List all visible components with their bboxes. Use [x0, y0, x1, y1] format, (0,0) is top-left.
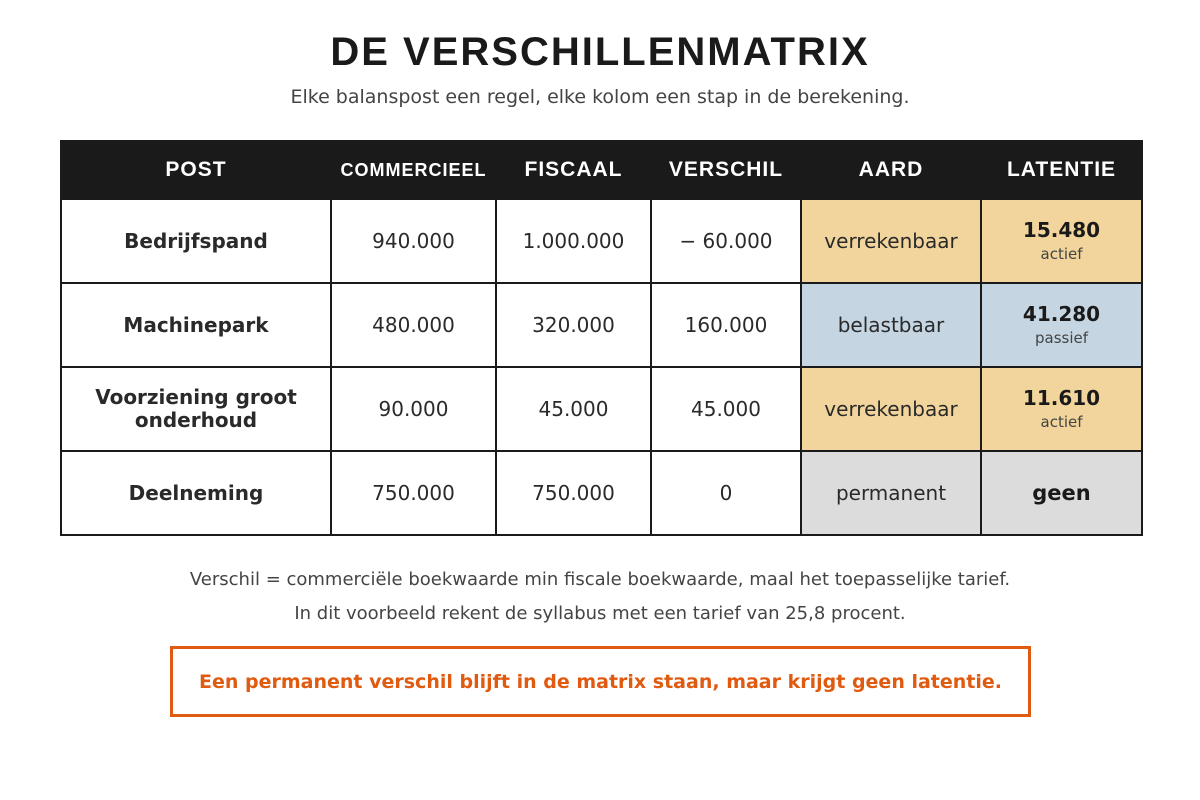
cell-fiscaal: 1.000.000 [496, 199, 651, 283]
cell-aard: verrekenbaar [801, 199, 981, 283]
header-latentie: LATENTIE [981, 141, 1142, 199]
cell-aard: verrekenbaar [801, 367, 981, 451]
latentie-value: geen [1032, 481, 1091, 505]
cell-verschil: 160.000 [651, 283, 801, 367]
latentie-label: actief [1040, 413, 1083, 431]
table-header-row [61, 141, 1142, 199]
cell-commercieel: 480.000 [331, 283, 496, 367]
table-row [61, 199, 1142, 283]
latentie-value: 41.280 [1022, 302, 1101, 326]
cell-commercieel: 90.000 [331, 367, 496, 451]
cell-latentie [981, 451, 1142, 535]
page-title: DE VERSCHILLENMATRIX [330, 30, 870, 74]
table-row [61, 283, 1142, 367]
rate-note: In dit voorbeeld rekent de syllabus met een tarief van 25,8 procent. [294, 603, 906, 624]
latentie-label: passief [1034, 329, 1089, 347]
header-fiscaal: FISCAAL [496, 141, 651, 199]
cell-verschil: 45.000 [651, 367, 801, 451]
cell-latentie [981, 283, 1142, 367]
cell-verschil: 0 [651, 451, 801, 535]
cell-verschil: − 60.000 [651, 199, 801, 283]
latentie-label: actief [1040, 245, 1083, 263]
header-aard: AARD [801, 141, 981, 199]
table-row [61, 451, 1142, 535]
difference-matrix-table [60, 140, 1143, 536]
formula-note: Verschil = commerciële boekwaarde min fiscale boekwaarde, maal het toepasselijke tarief. [189, 569, 1011, 590]
cell-post: Bedrijfspand [61, 199, 331, 283]
cell-fiscaal: 320.000 [496, 283, 651, 367]
permanent-difference-callout [170, 646, 1031, 717]
cell-commercieel: 940.000 [331, 199, 496, 283]
latentie-value: 15.480 [1022, 218, 1101, 242]
header-verschil: VERSCHIL [651, 141, 801, 199]
latentie-value: 11.610 [1022, 386, 1101, 410]
cell-latentie [981, 199, 1142, 283]
header-post: POST [61, 141, 331, 199]
cell-post: Deelneming [61, 451, 331, 535]
cell-aard: permanent [801, 451, 981, 535]
cell-post: Machinepark [61, 283, 331, 367]
cell-fiscaal: 750.000 [496, 451, 651, 535]
page-subtitle: Elke balanspost een regel, elke kolom een stap in de berekening. [290, 86, 910, 108]
callout-text: Een permanent verschil blijft in de matrix staan, maar krijgt geen latentie. [198, 670, 1002, 693]
header-commercieel: COMMERCIEEL [331, 141, 496, 199]
cell-fiscaal: 45.000 [496, 367, 651, 451]
cell-latentie [981, 367, 1142, 451]
cell-aard: belastbaar [801, 283, 981, 367]
table-row [61, 367, 1142, 451]
cell-commercieel: 750.000 [331, 451, 496, 535]
cell-post: Voorziening groot onderhoud [61, 367, 331, 451]
